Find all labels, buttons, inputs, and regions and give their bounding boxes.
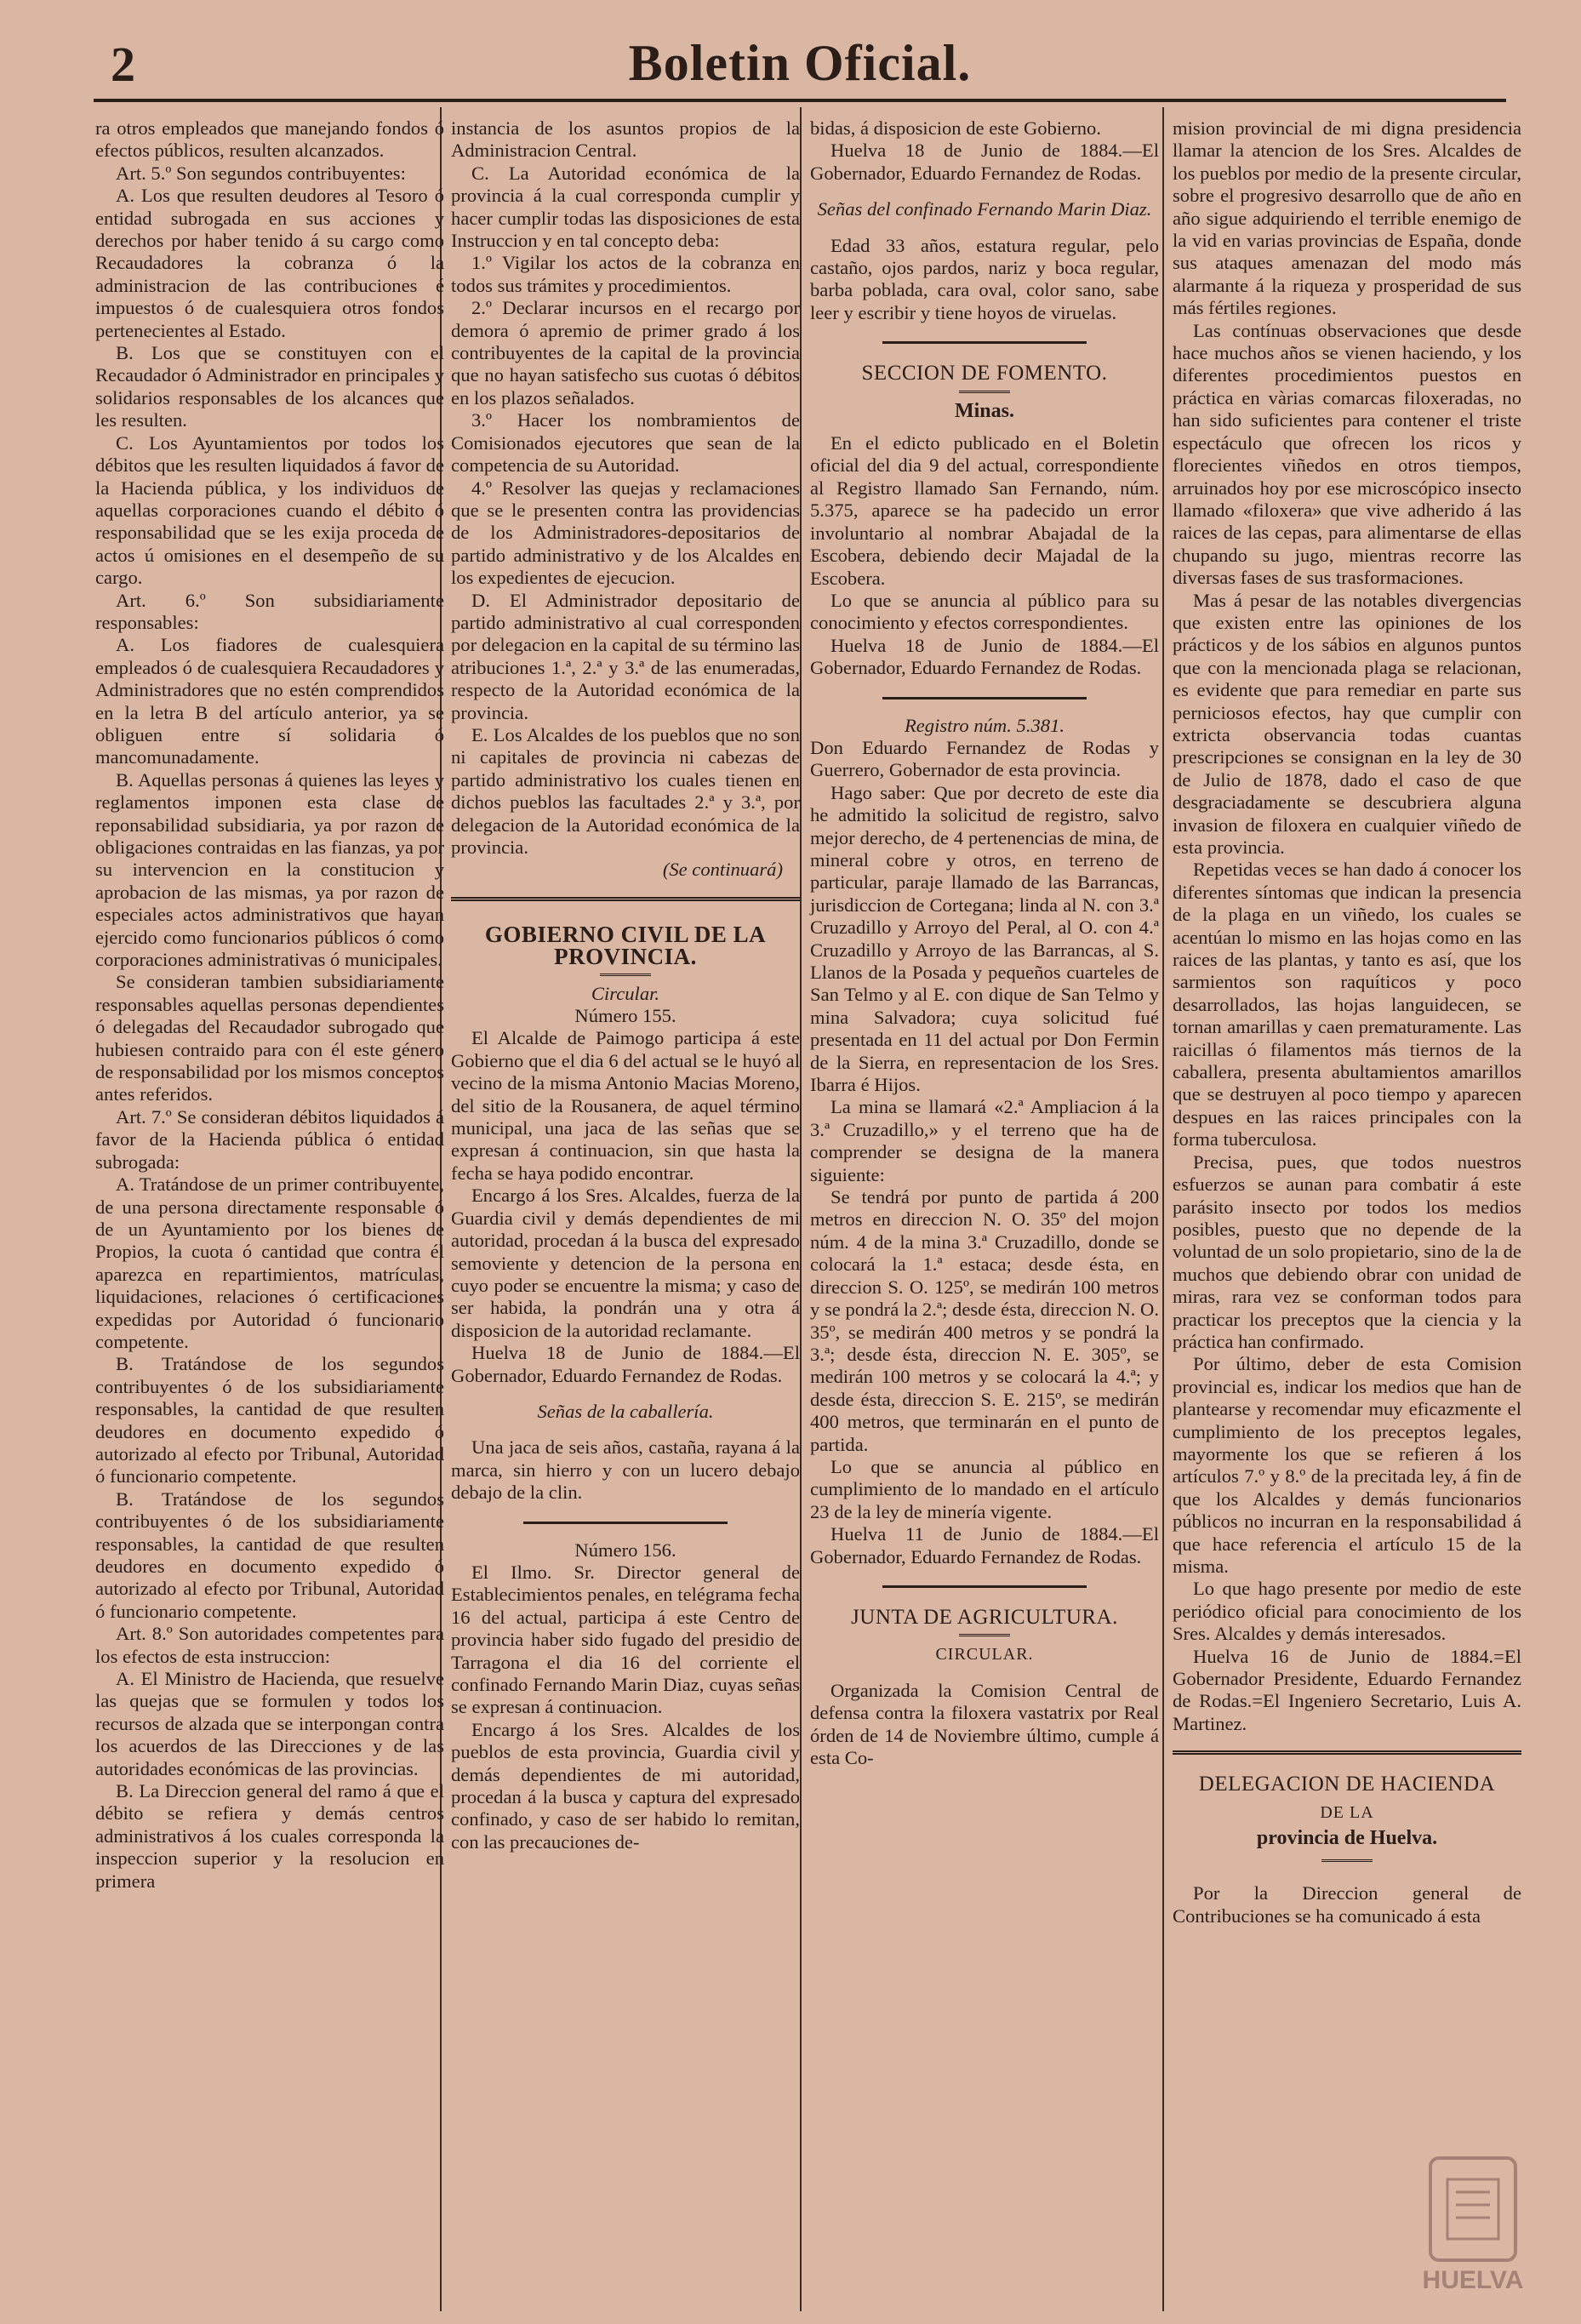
page-header [94, 34, 1506, 94]
paragraph: Edad 33 años, estatura regular, pelo castaño, ojos pardos, nariz y boca regular, barba poblada, cara oval, color sano, sabe leer y escribir y tiene hoyos de viruelas. [810, 234, 1159, 323]
paragraph: Las contínuas observaciones que desde hace muchos años se vienen haciendo, y los diferentes procedimientos puestos en práctica en vàrias comarcas filoxeradas, no han sido suficientes para contener el triste espectáculo que ofrecen los ricos y florecientes viñedos en otros tiempos, arruinados hoy por ese microscópico insecto llamado «filoxera» que vive adherido á las raices de las cepas, para alimentarse de ellas chupando su jugo, mientras recorre las diversas fases de sus trasformaciones. [1173, 319, 1521, 589]
archive-logo-icon [1409, 2154, 1537, 2298]
paragraph: Huelva 16 de Junio de 1884.=El Gobernador Presidente, Eduardo Fernandez de Rodas.=El Ingeniero Secretario, Luis A. Martinez. [1173, 1645, 1521, 1734]
column-divider [1162, 107, 1164, 2311]
subheading: provincia de Huelva. [1256, 1827, 1438, 1850]
paragraph: Encargo á los Sres. Alcaldes de los pueblos de esta provincia, Guardia civil y demás dependientes de mi autoridad, procedan á la busca y captura del expresado confinado, y caso de ser habido lo remitan, con las precauciones de- [451, 1718, 800, 1853]
paragraph: A. Los que resulten deudores al Tesoro ó entidad subrogada en sus acciones y derechos por haber tenido á su cargo como Recaudadores la cobranza ó la administracion de las contribuciones é impuestos ó de cualesquiera otros fondos pertenecientes al Estado. [95, 185, 444, 341]
subheading: DE LA [1320, 1802, 1374, 1822]
paragraph: Por la Direccion general de Contribuciones se ha comunicado á esta [1173, 1882, 1521, 1927]
column-1 [95, 117, 444, 1893]
paragraph: Huelva 18 de Junio de 1884.—El Gobernador, Eduardo Fernandez de Rodas. [810, 634, 1159, 679]
paragraph: B. Tratándose de los segundos contribuyentes ó de los subsidiariamente responsables, la cantidad de que resulten deudores en documento expedido ó autorizado al efecto por Tribunal, Autoridad ó funcionario competente. [95, 1487, 444, 1622]
paragraph: En el edicto publicado en el Boletin oficial del dia 9 del actual, correspondiente al Registro llamado San Fernando, núm. 5.375, aparece se ha padecido un error involuntario al nombrar Abajadal de la Escobera, debiendo decir Majadal de la Escobera. [810, 432, 1159, 589]
paragraph: ra otros empleados que manejando fondos ó efectos públicos, resulten alcanzados. [95, 117, 444, 162]
paragraph: B. Aquellas personas á quienes las leyes y reglamentos imponen esta clase de reponsabilidad subsidiaria, ya por razon de obligaciones contraidas en las fianzas, ya por su intervencion en la constitucion y aprobacion de las mismas, ya por razon de especiales actos administrativos que hayan ejercido como funcionarios públicos ó como corporaciones administrativas ó municipales. [95, 768, 444, 971]
paragraph: 1.º Vigilar los actos de la cobranza en todos sus trámites y procedimientos. [451, 252, 800, 296]
divider [959, 1634, 1010, 1636]
paragraph: El Alcalde de Paimogo participa á este Gobierno que el dia 6 del actual se le huyó al vecino de la misma Antonio Macias Moreno, del sitio de la Rousanera, de aquel término municipal, una jaca de las señas que se expresan á continuacion, sin que hasta la fecha se haya podido encontrar. [451, 1027, 800, 1184]
divider [600, 974, 651, 976]
section-rule [451, 897, 800, 901]
paragraph: A. Tratándose de un primer contribuyente, de una persona directamente responsable ó de un Ayuntamiento por los bienes de Propios, la cuota ó cantidad que contra él aparezca en repartimientos, matrículas, liquidaciones, relaciones ó certificaciones expedidas por Autoridad ó funcionario competente. [95, 1173, 444, 1352]
paragraph: Organizada la Comision Central de defensa contra la filoxera vastatrix por Real órden de 14 de Noviembre último, cumple á esta Co- [810, 1679, 1159, 1768]
paragraph: 4.º Resolver las quejas y reclamaciones que se le presenten contra las providencias de los Administradores-depositarios de partido administrativo y de los Alcaldes en los expedientes de ejecucion. [451, 477, 800, 589]
paragraph: A. El Ministro de Hacienda, que resuelve las quejas que se formulen y todos los recursos de alzada que se interpongan contra los acuerdos de las Direcciones y de las autoridades económicas de las provincias. [95, 1668, 444, 1779]
paragraph: bidas, á disposicion de este Gobierno. [810, 117, 1101, 139]
paragraph: Por último, deber de esta Comision provincial es, indicar los medios que han de plantearse y recomendar muy eficazmente el cumplimiento de los preceptos legales, mayormente los que se refieren á los artículos 7.º y 8.º de la precitada ley, á fin de que los Alcaldes y demás funcionarios públicos no incurran en la responsabilidad á que hace referencia el artículo 15 de la misma. [1173, 1353, 1521, 1577]
continued-note: (Se continuará) [662, 859, 783, 881]
paragraph: Encargo á los Sres. Alcaldes, fuerza de la Guardia civil y demás dependientes de mi autoridad, procedan á la busca del expresado semoviente y detencion de la persona en cuyo poder se encuentre la misma; y caso de ser habida, la pondrán una y otra á disposicion de la autoridad reclamante. [451, 1185, 800, 1341]
paragraph: 3.º Hacer los nombramientos de Comisionados ejecutores que sean de la competencia de su Autoridad. [451, 409, 800, 477]
subheading: Circular. [591, 982, 660, 1004]
section-title: GOBIERNO CIVIL DE LA PROVINCIA. [484, 921, 767, 970]
subheading: CIRCULAR. [935, 1645, 1034, 1664]
paragraph: Se tendrá por punto de partida á 200 metros en direccion N. O. 35º del mojon núm. 4 de la mina 3.ª Cruzadillo, donde se colocará la 1.ª estaca; desde ésta, en direccion S. O. 125º, se medirán 100 metros y se pondrá la 2.ª; desde ésta, direccion N. O. 35º, se medirán 400 metros y se pondrá la 3.ª; desde ésta, direccion N. E. 305º, se medirán 100 metros y se colocará la 4.ª; y desde ésta, direccion S. E. 215º, se medirán 400 metros, que terminarán en el punto de partida. [810, 1186, 1159, 1455]
spacer [810, 1666, 1159, 1680]
paragraph: D. El Administrador depositario de partido administrativo al cual corresponden por delegacion en la capital de su término las atribuciones 1.ª, 2.ª y 3.ª de las enumeradas, respecto de la Autoridad económica de la provincia. [451, 589, 800, 723]
paragraph: Huelva 18 de Junio de 1884.—El Gobernador, Eduardo Fernandez de Rodas. [451, 1342, 800, 1386]
divider [959, 391, 1010, 393]
page-number: 2 [111, 37, 135, 92]
paragraph: 2.º Declarar incursos en el recargo por demora ó apremio de primer grado á los contribuyentes de la capital de la provincia que no hayan satisfecho sus cuotas ó débitos en los plazos señalados. [451, 297, 800, 408]
divider [1321, 1859, 1373, 1862]
column-2 [451, 117, 800, 1853]
paragraph: Repetidas veces se han dado á conocer los diferentes síntomas que indican la presencia de la plaga en un viñedo, los cuales se acentúan lo mismo en las hojas como en las raices de las plantas, y tanto es así, que los sarmientos son raquíticos y poco desarrollados, las hojas languidecen, se tornan amarillas y caen prematuramente. Las raicillas ó filamentos más tiernos de la caballera, presenta abultamientos amarillos que se destruyen al poco tiempo y aparecen despues en las raices principales con la forma tuberculosa. [1173, 859, 1521, 1151]
paragraph: C. La Autoridad económica de la provincia á la cual corresponda cumplir y hacer cumplir todas las disposiciones de esta Instruccion y en tal concepto deba: [451, 162, 800, 252]
paragraph: instancia de los asuntos propios de la Administracion Central. [451, 117, 800, 162]
column-3 [810, 117, 1159, 1769]
masthead-title: Boletin Oficial. [628, 35, 972, 91]
paragraph: C. Los Ayuntamientos por todos los débitos que les resulten liquidados á favor de la Hacienda pública, y los individuos de aquellas corporaciones cuando el débito ó responsabilidad que se les exija proceda de actos ú omisiones en el desempeño de su cargo. [95, 431, 444, 589]
divider [882, 1585, 1087, 1588]
item-number: Número 155. [574, 1005, 676, 1027]
section-rule [1173, 1750, 1521, 1755]
paragraph: Una jaca de seis años, castaña, rayana á la marca, sin hierro y con un lucero debajo debajo de la clin. [451, 1436, 800, 1504]
paragraph: Huelva 18 de Junio de 1884.—El Gobernador, Eduardo Fernandez de Rodas. [810, 140, 1159, 184]
section-title: JUNTA DE AGRICULTURA. [851, 1605, 1118, 1629]
header-rule [94, 99, 1506, 102]
paragraph: Lo que se anuncia al público para su conocimiento y efectos correspondientes. [810, 589, 1159, 634]
spacer [810, 221, 1159, 235]
paragraph: Don Eduardo Fernandez de Rodas y Guerrero, Gobernador de esta provincia. [810, 736, 1159, 781]
spacer [1173, 1869, 1521, 1882]
spacer [451, 1387, 800, 1401]
divider [882, 697, 1087, 699]
paragraph: B. Los que se constituyen con el Recaudador ó Administrador en principales y solidarios responsables de los alcances que les resulten. [95, 342, 444, 431]
section-title: SECCION DE FOMENTO. [861, 362, 1108, 385]
paragraph: B. La Direccion general del ramo á que el débito se refiera y demás centros administrativos á los cuales corresponda la inspeccion superior y la resolucion en primera [95, 1780, 444, 1892]
spacer [451, 1423, 800, 1436]
paragraph: Huelva 11 de Junio de 1884.—El Gobernador, Eduardo Fernandez de Rodas. [810, 1523, 1159, 1567]
subheading: Señas de la caballería. [537, 1400, 714, 1422]
item-number: Número 156. [574, 1539, 676, 1561]
paragraph: B. Tratándose de los segundos contribuyentes ó de los subsidiariamente responsables, la cantidad de que resulten deudores en documento expedido ó autorizado al efecto por Tribunal, Autoridad ó funcionario competente. [95, 1353, 444, 1487]
paragraph: E. Los Alcaldes de los pueblos que no son ni capitales de provincia ni cabezas de partido administrativo los cuales tienen en dichos pueblos las facultades 2.ª y 3.ª, por delegacion de la Autoridad económica de la provincia. [451, 723, 800, 858]
paragraph: Hago saber: Que por decreto de este dia he admitido la solicitud de registro, salvo mejor derecho, de 4 pertenencias de mina, de mineral cobre y otros, en terreno de particular, paraje llamado de las Barrancas, jurisdiccion de Cortegana; linda al N. con 3.ª Cruzadillo y Arroyo del Peral, al O. con 4.ª Cruzadillo y Arroyo de las Barrancas, al S. Llanos de la Posada y pequeños cuarteles de San Telmo y al E. con dique de San Telmo y mina Salvadora; cuya solicitud fué presentada en 11 del actual por Don Fermin de la Sierra, en representacion de los Sres. Ibarra é Hijos. [810, 781, 1159, 1096]
paragraph: La mina se llamará «2.ª Ampliacion á la 3.ª Cruzadillo,» y el terreno que ha de comprender se designa de la manera siguiente: [810, 1096, 1159, 1185]
paragraph: mision provincial de mi digna presidencia llamar la atencion de los Sres. Alcaldes de los pueblos por medio de la presente circular, sobre el progresivo desarrollo que de año en año sigue adquiriendo el terrible enemigo de la vid en varias provincias de España, donde sus ataques amenazan del modo más alarmante á la riqueza y prosperidad de sus más fértiles regiones. [1173, 117, 1521, 319]
divider [523, 1522, 728, 1524]
logo-text: HUELVA [1422, 2266, 1524, 2294]
paragraph: Art. 8.º Son autoridades competentes para los efectos de esta instruccion: [95, 1623, 444, 1667]
column-divider [800, 107, 802, 2311]
paragraph: Se consideran tambien subsidiariamente responsables aquellas personas dependientes ó delegadas del Recaudador subrogado que hubiesen contraido para con él este género de responsabilidad por los mismos conceptos antes referidos. [95, 971, 444, 1105]
paragraph: Lo que se anuncia al público en cumplimiento de lo mandado en el artículo 23 de la ley de minería vigente. [810, 1455, 1159, 1522]
paragraph: Art. 5.º Son segundos contribuyentes: [116, 162, 406, 184]
paragraph: Art. 6.º Son subsidiariamente responsables: [95, 589, 444, 633]
paragraph: Mas á pesar de las notables divergencias que existen entre las opiniones de los prácticos y de los sábios en algunos puntos que con la mencionada plaga se relacionan, es evidente que para remediar en parte sus perniciosos efectos, hay que cumplir con extricta observancia todas cuantas prescripciones se consignan en la ley de 30 de Julio de 1878, dado el caso de que desgraciadamente se descubriera alguna invasion de filoxera en cualquier viñedo de esta provincia. [1173, 589, 1521, 858]
subheading: Registro núm. 5.381. [904, 714, 1065, 736]
paragraph: Precisa, pues, que todos nuestros esfuerzos se aunan para combatir á este parásito insecto por todos los medios posibles, puesto que no depende de la voluntad de un solo propietario, sino de la de muchos que debiendo obrar con unidad de miras, rara vez se conforman todos para practicar los preceptos que la ciencia y la práctica han confirmado. [1173, 1151, 1521, 1352]
divider [882, 341, 1087, 344]
subheading: Señas del confinado Fernando Marin Diaz. [817, 198, 1152, 220]
paragraph: A. Los fiadores de cualesquiera empleados ó de cualesquiera Recaudadores y Administradores que no estén comprendidos en la letra B del artículo anterior, ya se obliguen entre sí solidaria ó mancomunadamente. [95, 634, 444, 768]
spacer [810, 185, 1159, 198]
paragraph: Lo que hago presente por medio de este periódico oficial para conocimiento de los Sres. Alcaldes y demás interesados. [1173, 1578, 1521, 1645]
subheading: Minas. [954, 399, 1014, 422]
paragraph: El Ilmo. Sr. Director general de Establecimientos penales, en telégrama fecha 16 del actual, participa á este Centro de provincia haber sido fugado del presidio de Tarragona el dia 16 del corriente el confinado Fernando Marin Diaz, cuyas señas se expresan á continuacion. [451, 1561, 800, 1718]
column-4 [1173, 117, 1521, 1927]
section-title: DELEGACION DE HACIENDA [1198, 1773, 1496, 1796]
paragraph: Art. 7.º Se consideran débitos liquidados á favor de la Hacienda pública ó entidad subrogada: [95, 1105, 444, 1173]
